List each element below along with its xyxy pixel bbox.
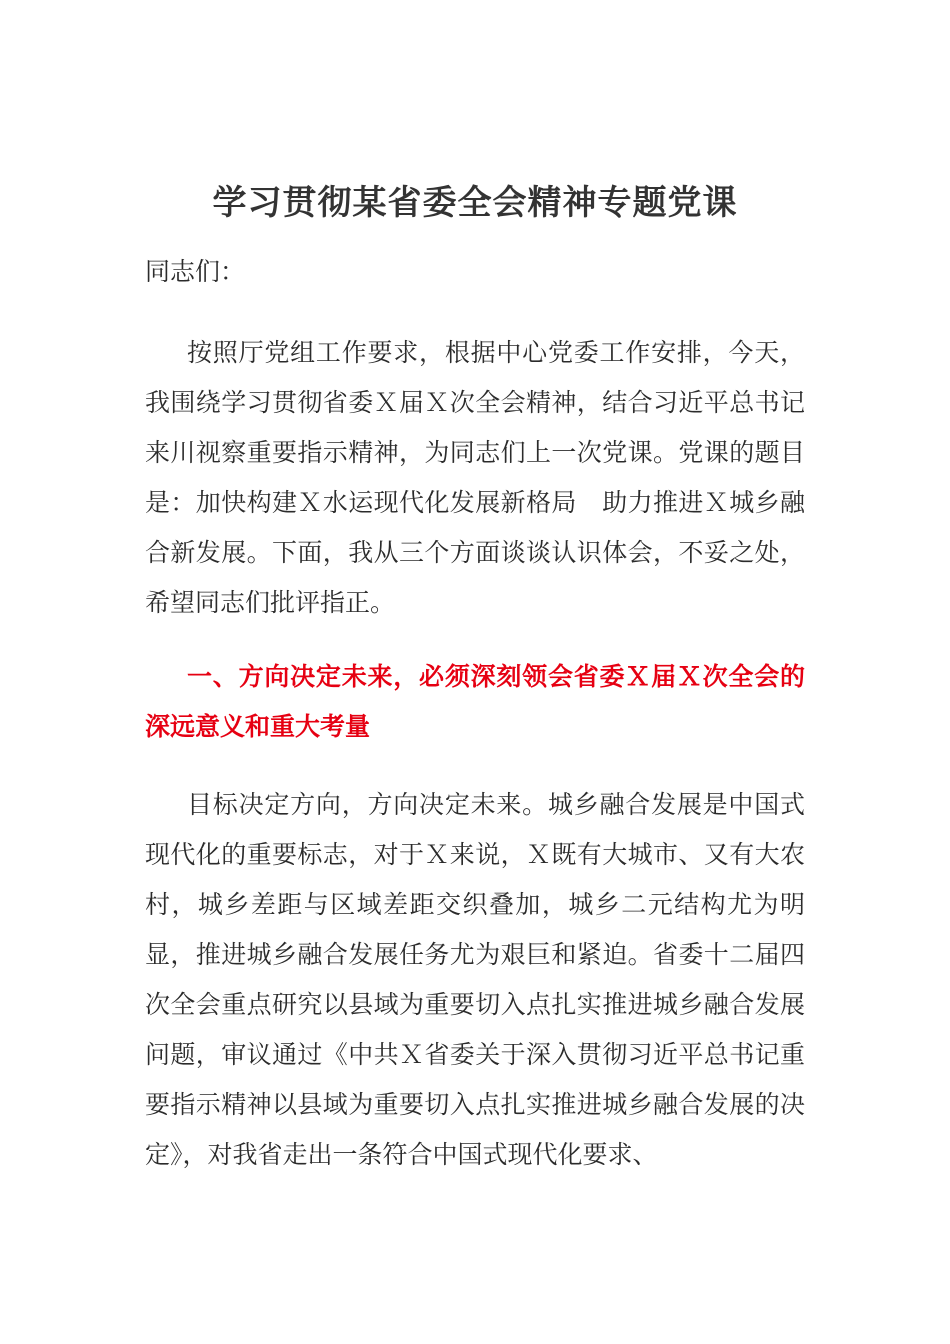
document-title: 学习贯彻某省委全会精神专题党课	[212, 183, 738, 223]
section-1-paragraph: 目标决定方向，方向决定未来。城乡融合发展是中国式现代化的重要标志，对于Ｘ来说，Ｘ既有大城市、又有大农村，城乡差距与区域差距交织叠加，城乡二元结构尤为明显，推进城乡融合发展任务尤为艰巨和紧迫。省委十二届四次全会重点研究以县域为重要切入点扎实推进城乡融合发展问题，审议通过《中共Ｘ省委关于深入贯彻习近平总书记重要指示精神以县域为重要切入点扎实推进城乡融合发展的决定》，对我省走出一条符合中国式现代化要求、	[145, 790, 805, 1169]
salutation: 同志们：	[145, 257, 246, 286]
document-body	[145, 172, 805, 1180]
intro-paragraph: 按照厅党组工作要求，根据中心党委工作安排，今天，我围绕学习贯彻省委Ｘ届Ｘ次全会精神，结合习近平总书记来川视察重要指示精神，为同志们上一次党课。党课的题目是：加快构建Ｘ水运现代化发展新格局 助力推进Ｘ城乡融合新发展。下面，我从三个方面谈谈认识体会，不妥之处，希望同志们批评指正。	[145, 338, 805, 617]
section-heading-1: 一、方向决定未来，必须深刻领会省委Ｘ届Ｘ次全会的深远意义和重大考量	[145, 662, 805, 741]
